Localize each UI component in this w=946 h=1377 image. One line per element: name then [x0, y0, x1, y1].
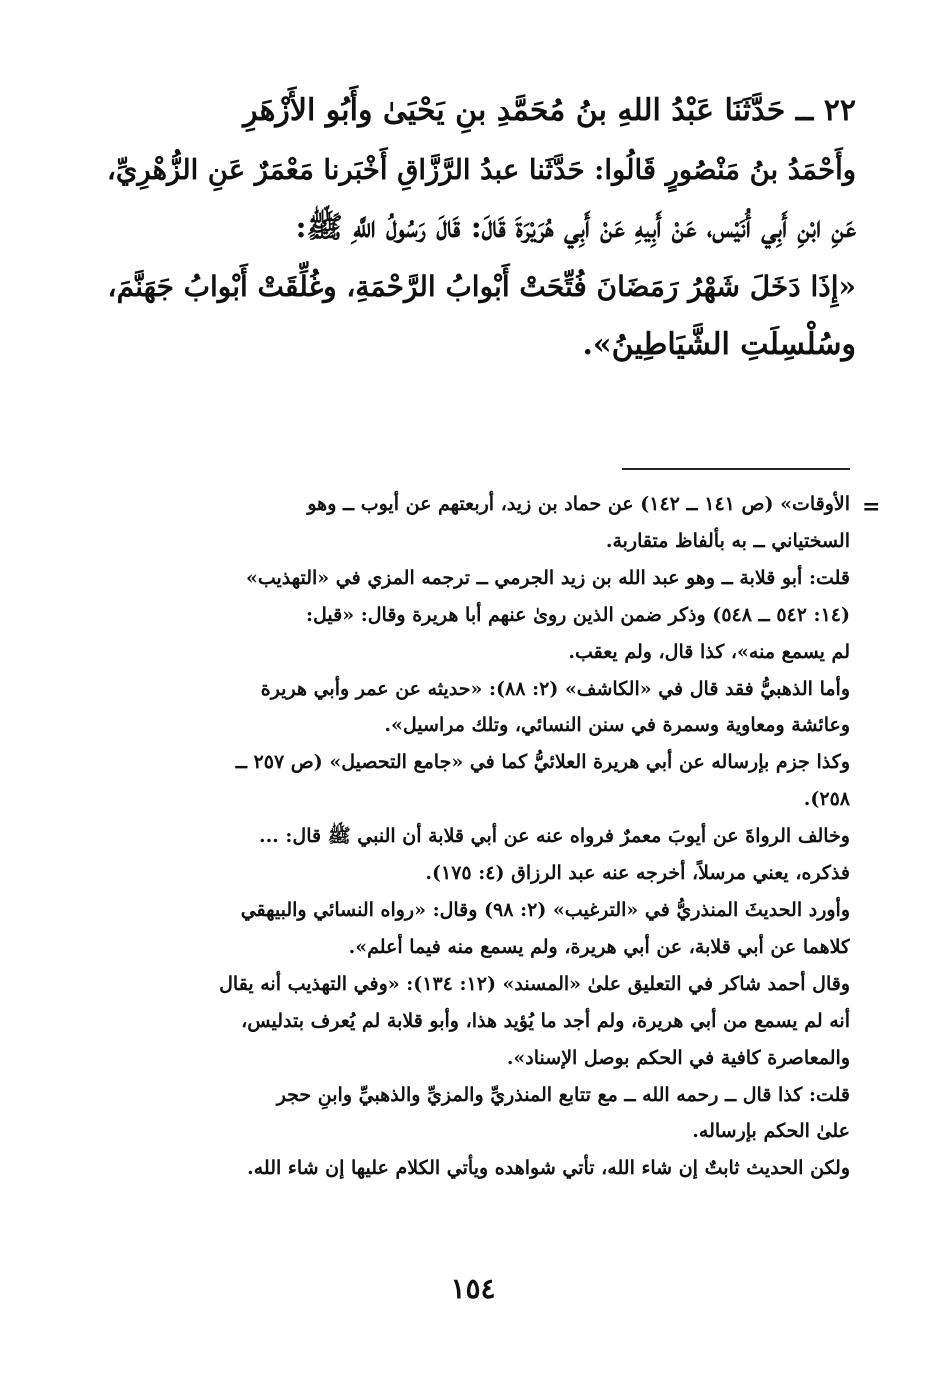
footnote-line: وأورد الحديثَ المنذريُّ في «الترغيب» (٢: ٩٨) وقال: «رواه النسائي والبيهقي [240, 898, 850, 921]
footnote-line: ولكن الحديث ثابتٌ إن شاء الله، تأتي شواهده ويأتي الكلام عليها إن شاء الله. [247, 1157, 850, 1180]
hadith-line: وأَحْمَدُ بنُ مَنْصُورٍ قَالُوا: حَدَّثَنا عبدُ الرَّزَّاقِ أَخْبَرنا مَعْمَرٌ عَنِ الزُّهْرِيِّ، [106, 153, 856, 186]
hadith-line: وسُلْسِلَتِ الشَّيَاطِينُ». [582, 327, 856, 362]
footnote-line: ٢٥٨). [803, 788, 850, 811]
footnote-line: وخالف الرواةَ عن أيوبَ معمرٌ فرواه عنه عن أبي قلابة أن النبي ﷺ قال: ... [258, 825, 850, 848]
footnote-line: علىٰ الحكم بإرساله. [692, 1120, 850, 1143]
footnote-line: والمعاصرة كافية في الحكم بوصل الإسناد». [506, 1046, 850, 1069]
footnote-continuation-mark: = [862, 494, 881, 520]
hadith-line: عَنِ ابْنِ أَبِي أُنَيْس، عَنْ أَبِيهِ عَنْ أَبِي هُرَيْرَةَ قَالَ: قَالَ رَسُولُ اللَّهِ ﷺ: [295, 210, 856, 245]
footnote-block [96, 486, 850, 1187]
hadith-text [96, 82, 856, 375]
footnote-divider [622, 468, 850, 470]
footnote-line: السختياني ــ به بألفاظ متقاربة. [605, 529, 850, 552]
footnote-line: كلاهما عن أبي قلابة، عن أبي هريرة، ولم يسمع منه فيما أعلم». [348, 935, 850, 958]
footnote-line: قلت: كذا قال ــ رحمه الله ــ مع تتابع المنذريِّ والمزيِّ والذهبيِّ وابنِ حجر [276, 1083, 850, 1106]
footnote-line: الأوقات» (ص ١٤١ ــ ١٤٢) عن حماد بن زيد، أربعتهم عن أيوب ــ وهو [307, 493, 850, 515]
hadith-line: ٢٢ ــ حَدَّثَنَا عَبْدُ اللهِ بنُ مُحَمَّدِ بنِ يَحْيَىٰ وأَبُو الأَزْهَرِ [243, 93, 856, 128]
footnote-line: وقال أحمد شاكر في التعليق علىٰ «المسند» (١٢: ١٣٤): «وفي التهذيب أنه يقال [219, 972, 850, 995]
page-number: ١٥٤ [450, 1272, 496, 1305]
footnote-line: قلت: أبو قلابة ــ وهو عبد الله بن زيد الجرمي ــ ترجمه المزي في «التهذيب» [245, 566, 850, 589]
footnote-line: (١٤: ٥٤٢ ــ ٥٤٨) وذكر ضمن الذين روىٰ عنهم أبا هريرة وقال: «قيل: [306, 603, 850, 626]
footnote-line: لم يسمع منه»، كذا قال، ولم يعقب. [568, 640, 850, 663]
footnote-line: أنه لم يسمع من أبي هريرة، ولم أجد ما يُؤيد هذا، وأبو قلابة لم يُعرف بتدليس، [241, 1009, 850, 1032]
footnote-line: وأما الذهبيُّ فقد قال في «الكاشف» (٢: ٨٨): «حديثه عن عمر وأبي هريرة [260, 677, 850, 700]
hadith-line: «إِذَا دَخَلَ شَهْرُ رَمَضَانَ فُتِّحَتْ أَبْوابُ الرَّحْمَةِ، وغُلِّقَتْ أَبْوابُ جَهَنَّمَ، [107, 269, 856, 303]
footnote-line: وكذا جزم بإرساله عن أبي هريرة العلائيُّ كما في «جامع التحصيل» (ص ٢٥٧ ــ [235, 751, 850, 774]
footnote-line: وعائشة ومعاوية وسمرة في سنن النسائي، وتلك مراسيل». [384, 714, 850, 737]
footnote-line: فذكره، يعني مرسلاً، أخرجه عنه عبد الرزاق (٤: ١٧٥). [425, 862, 850, 885]
